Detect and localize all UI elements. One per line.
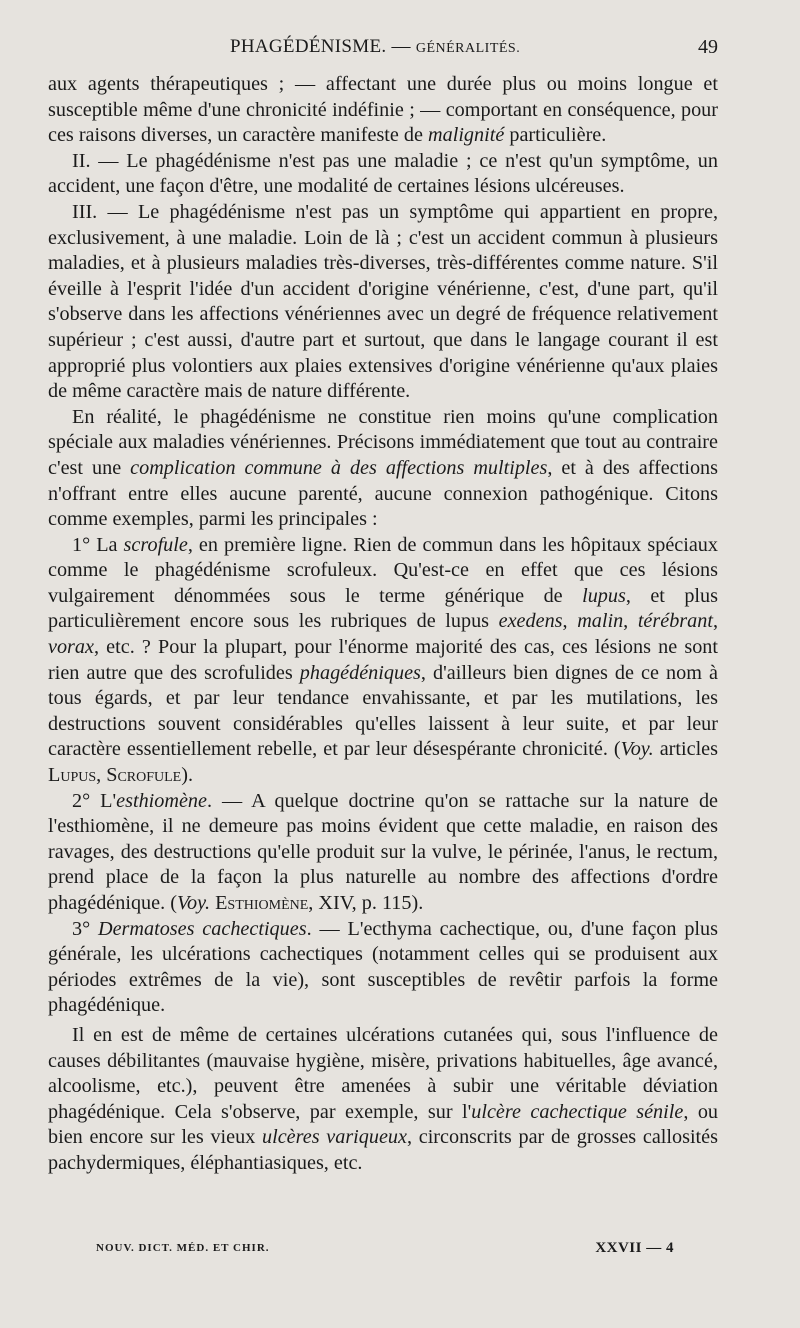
paragraph-8: Il en est de même de certaines ulcérations cutanées qui, sous l'influence de causes débilitantes (mauvaise hygiène, misère, privations habituelles, âge avancé, alcoolisme, etc.), peuvent être amenées à subir une véritable déviation phagédénique. Cela s'observe, par exemple, sur l'ulcère cachectique sénile, ou bien encore sur les vieux ulcères variqueux, circonscrits par de grosses callosités pachydermiques, éléphantiasiques, etc.	[48, 1023, 719, 1174]
footer-volume-mark: XXVII — 4	[595, 1240, 674, 1256]
paragraph-4: En réalité, le phagédénisme ne constitue rien moins qu'une complication spéciale aux maladies vénériennes. Précisons immédiatement que tout au contraire c'est une complication commune à des affections multiples, et à des affections n'offrant entre elles aucune parenté, aucune connexion pathogénique. Citons comme exemples, parmi les principales :	[48, 405, 718, 531]
paragraph-5: 1° La scrofule, en première ligne. Rien de commun dans les hôpitaux spéciaux comme le phagédénisme scrofuleux. Qu'est-ce en effet que ces lésions vulgairement dénommées sous le terme générique de lupus, et plus particulièrement encore sous les rubriques de lupus exedens, malin, térébrant, vorax, etc. ? Pour la plupart, pour l'énorme majorité des cas, ces lésions ne sont rien autre que des scrofulides phagédéniques, d'ailleurs bien dignes de ce nom à tous égards, et par leur tendance envahissante, et par les mutilations, les destructions souvent considérables qu'elles laissent à leur suite, et par leur caractère essentiellement rebelle, et par leur désespérante chronicité. (Voy. articles Lupus, Scrofule).	[48, 533, 719, 787]
running-header	[48, 36, 718, 66]
running-title-section: GÉNÉRALITÉS.	[415, 41, 521, 56]
paragraph-6: 2° L'esthiomène. — A quelque doctrine qu'on se rattache sur la nature de l'esthiomène, il ne demeure pas moins évident que cette maladie, en raison des ravages, des destructions qu'elle produit sur la vulve, le périnée, l'anus, le rectum, prend place de la façon la plus naturelle au nombre des affections d'ordre phagédénique. (Voy. Esthiomène, XIV, p. 115).	[48, 789, 718, 914]
page-footer	[48, 1240, 718, 1264]
running-title	[230, 36, 520, 58]
footer-signature: NOUV. DICT. MÉD. ET CHIR.	[96, 1242, 270, 1254]
body-text	[48, 72, 718, 1177]
paragraph-7: 3° Dermatoses cachectiques. — L'ecthyma cachectique, ou, d'une façon plus générale, les ulcérations cachectiques (notamment celles qui se produisent aux périodes extrêmes de la vie), sont susceptibles de revêtir parfois la forme phagédénique.	[48, 917, 718, 1017]
running-title-main: PHAGÉDÉNISME. —	[230, 36, 416, 57]
paragraph-2: II. — Le phagédénisme n'est pas une maladie ; ce n'est qu'un symptôme, un accident, une façon d'être, une modalité de certaines lésions ulcéreuses.	[48, 149, 718, 198]
paragraph-3: III. — Le phagédénisme n'est pas un symptôme qui appartient en propre, exclusivement, à une maladie. Loin de là ; c'est un accident commun à plusieurs maladies, et à plusieurs maladies très-diverses, très-différentes comme nature. S'il éveille à l'esprit l'idée d'un accident d'origine vénérienne, c'est, d'une part, qu'il s'observe dans les affections vénériennes avec un degré de fréquence relativement supérieur ; c'est aussi, d'autre part et surtout, que dans le langage courant il est approprié plus volontiers aux plaies extensives d'origine vénérienne qu'aux plaies de même caractère mais de nature différente.	[48, 200, 718, 403]
page-number: 49	[698, 36, 718, 58]
paragraph-1: aux agents thérapeutiques ; — affectant une durée plus ou moins longue et susceptible même d'une chronicité indéfinie ; — comportant en conséquence, pour ces raisons diverses, un caractère manifeste de malignité particulière.	[48, 73, 718, 147]
